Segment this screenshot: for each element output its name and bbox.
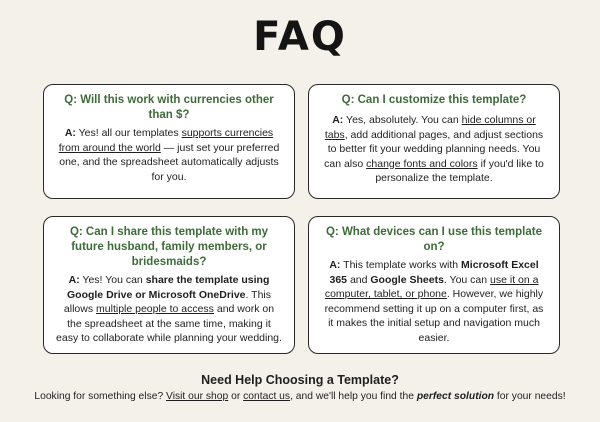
faq-question: Q: Can I customize this template? bbox=[341, 94, 527, 106]
faq-card-customize bbox=[308, 84, 560, 199]
faq-question: Q: What devices can I use this template on? bbox=[325, 226, 542, 253]
answer-text: This template works with bbox=[340, 259, 462, 271]
faq-question: Q: Will this work with currencies other than $? bbox=[64, 94, 274, 121]
answer-text: . This allows bbox=[63, 288, 272, 315]
answer-prefix: A: bbox=[64, 127, 76, 139]
devices-link[interactable]: use it on a computer, tablet, or phone bbox=[324, 273, 539, 300]
answer-text: and work on the spreadsheet at the same time, making it easy to collaborate while planning your wedding. bbox=[56, 303, 282, 344]
faq-card-share bbox=[43, 216, 295, 354]
answer-text: Yes! all our templates bbox=[75, 127, 182, 139]
visit-shop-link[interactable]: Visit our shop bbox=[166, 391, 229, 402]
faq-answer bbox=[321, 113, 547, 186]
answer-text: Yes! You can bbox=[79, 274, 146, 286]
answer-text: . However, we highly recommend setting it up on a computer first, as it makes the initial setup and navigation much easier. bbox=[324, 288, 544, 344]
faq-answer bbox=[56, 273, 282, 346]
help-text-part: , and we'll help you find the bbox=[290, 391, 417, 402]
help-heading: Need Help Choosing a Template? bbox=[201, 373, 399, 387]
help-text-part: or bbox=[228, 391, 244, 402]
change-fonts-link[interactable]: change fonts and colors bbox=[366, 157, 478, 170]
page-title: FAQ bbox=[253, 14, 347, 60]
multiple-access-link[interactable]: multiple people to access bbox=[96, 303, 214, 315]
answer-text: Yes, absolutely. You can bbox=[343, 114, 462, 126]
answer-prefix: A: bbox=[68, 274, 80, 286]
help-text-part: for your needs! bbox=[494, 391, 566, 402]
hide-columns-link[interactable]: hide columns or tabs bbox=[324, 114, 536, 141]
answer-text: if you'd like to personalize the template. bbox=[375, 157, 544, 184]
help-emphasis: perfect solution bbox=[416, 391, 495, 402]
answer-emphasis: Microsoft Excel 365 bbox=[329, 259, 539, 286]
faq-card-devices bbox=[308, 216, 560, 354]
answer-emphasis: share the template using Google Drive or Microsoft OneDrive bbox=[66, 274, 270, 301]
answer-emphasis: Google Sheets bbox=[370, 273, 444, 286]
answer-prefix: A: bbox=[329, 259, 341, 271]
faq-answer bbox=[56, 126, 282, 184]
help-text-part: Looking for something else? bbox=[34, 391, 167, 402]
contact-us-link[interactable]: contact us bbox=[243, 391, 291, 402]
help-text bbox=[0, 391, 600, 402]
answer-text: , add additional pages, and adjust sections to better fit your wedding planning needs. You can also bbox=[324, 128, 544, 170]
faq-card-currencies bbox=[43, 84, 295, 199]
answer-text: and bbox=[347, 273, 371, 286]
answer-text: . You can bbox=[443, 273, 491, 286]
currencies-link[interactable]: supports currencies from around the world bbox=[58, 127, 274, 154]
faq-question: Q: Can I share this template with my future husband, family members, or bridesmaids? bbox=[69, 226, 269, 268]
answer-text: — just set your preferred one, and the spreadsheet automatically adjusts for you. bbox=[59, 141, 280, 183]
faq-answer bbox=[321, 258, 547, 345]
answer-prefix: A: bbox=[332, 114, 344, 126]
